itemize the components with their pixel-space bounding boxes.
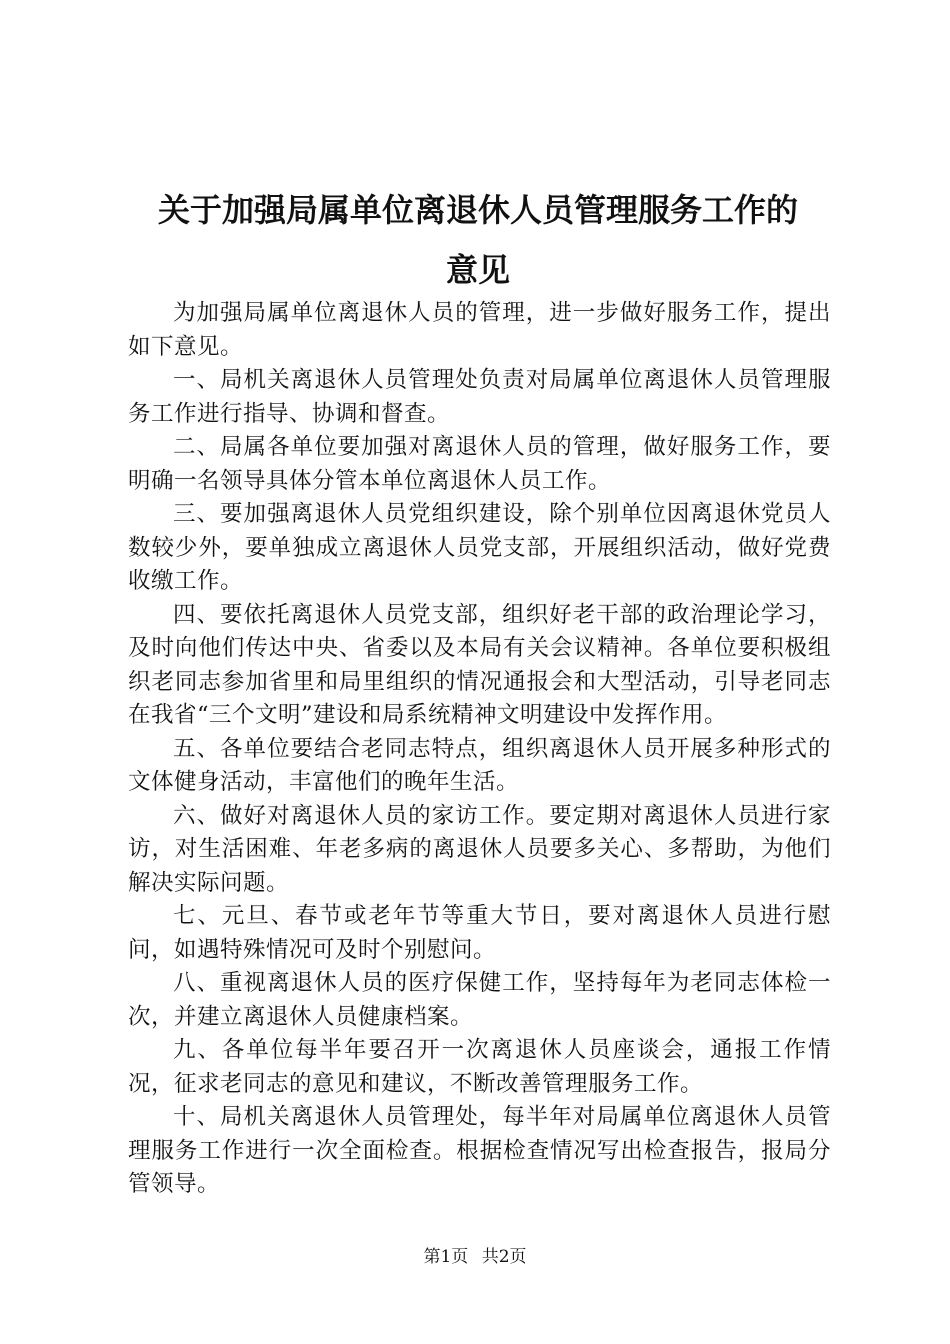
- paragraph-2: 二、局属各单位要加强对离退休人员的管理，做好服务工作，要明确一名领导具体分管本单位离退休人员工作。: [128, 434, 831, 494]
- paragraph-10: 十、局机关离退休人员管理处，每半年对局属单位离退休人员管理服务工作进行一次全面检查。根据检查情况写出检查报告，报局分管领导。: [128, 1104, 831, 1197]
- page-number-current: 第1页: [423, 1247, 469, 1267]
- paragraph-5: 五、各单位要结合老同志特点，组织离退休人员开展多种形式的文体健身活动，丰富他们的晚年生活。: [128, 735, 831, 795]
- document-title-line-2: 意见: [445, 251, 510, 289]
- paragraph-1: 一、局机关离退休人员管理处负责对局属单位离退休人员管理服务工作进行指导、协调和督查。: [128, 367, 831, 427]
- paragraph-8: 八、重视离退休人员的医疗保健工作，坚持每年为老同志体检一次，并建立离退休人员健康档案。: [128, 970, 831, 1030]
- document-body: [128, 297, 831, 1202]
- paragraph-9: 九、各单位每半年要召开一次离退休人员座谈会，通报工作情况，征求老同志的意见和建议，不断改善管理服务工作。: [128, 1037, 831, 1097]
- paragraph-7: 七、元旦、春节或老年节等重大节日，要对离退休人员进行慰问，如遇特殊情况可及时个别慰问。: [128, 903, 831, 963]
- page-footer: [0, 1246, 950, 1268]
- paragraph-6: 六、做好对离退休人员的家访工作。要定期对离退休人员进行家访，对生活困难、年老多病的离退休人员要多关心、多帮助，为他们解决实际问题。: [128, 802, 831, 896]
- paragraph-3: 三、要加强离退休人员党组织建设，除个别单位因离退休党员人数较少外，要单独成立离退休人员党支部，开展组织活动，做好党费收缴工作。: [128, 501, 831, 594]
- paragraph-4: 四、要依托离退休人员党支部，组织好老干部的政治理论学习，及时向他们传达中央、省委以及本局有关会议精神。各单位要积极组织老同志参加省里和局里组织的情况通报会和大型活动，引导老同志在我省“三个文明”建设和局系统精神文明建设中发挥作用。: [128, 601, 831, 728]
- page-number-total: 共2页: [481, 1247, 527, 1267]
- document-title-line-1: 关于加强局属单位离退休人员管理服务工作的: [157, 191, 798, 229]
- paragraph-intro: 为加强局属单位离退休人员的管理，进一步做好服务工作，提出如下意见。: [128, 300, 831, 360]
